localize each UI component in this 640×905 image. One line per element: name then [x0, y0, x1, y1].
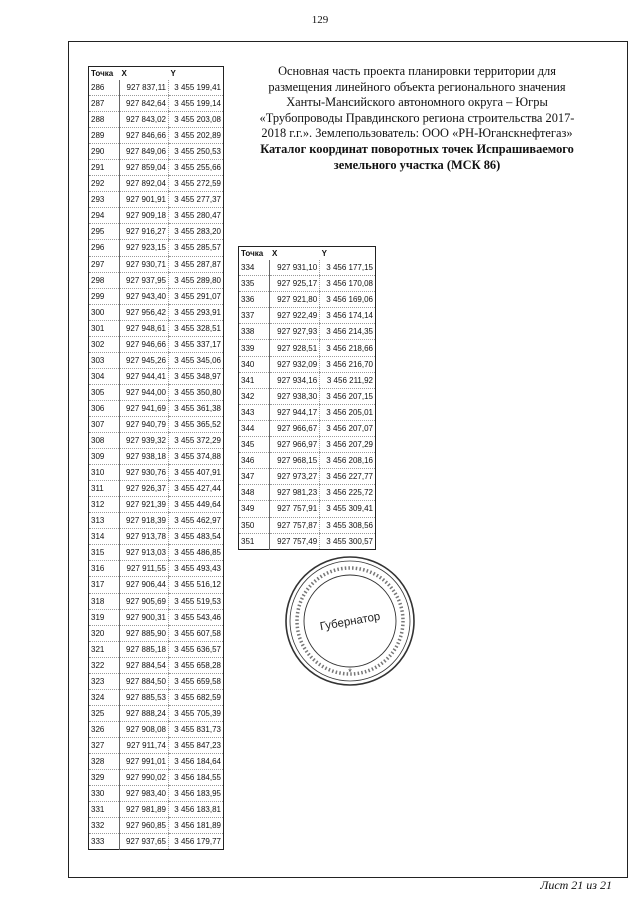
cell-y: 3 455 374,88: [169, 449, 224, 465]
table-row: [89, 449, 224, 465]
cell-y: 3 455 289,80: [169, 272, 224, 288]
table-row: [89, 272, 224, 288]
cell-y: 3 455 291,07: [169, 288, 224, 304]
cell-x: 927 940,79: [120, 416, 169, 432]
cell-point: 341: [239, 372, 270, 388]
cell-y: 3 455 285,57: [169, 240, 224, 256]
cell-y: 3 455 255,66: [169, 160, 224, 176]
table-row: [89, 128, 224, 144]
cell-point: 297: [89, 256, 120, 272]
cell-x: 927 966,67: [270, 420, 320, 436]
table-row: [89, 112, 224, 128]
cell-x: 927 943,40: [120, 288, 169, 304]
cell-x: 927 925,17: [270, 276, 320, 292]
cell-point: 317: [89, 577, 120, 593]
cell-y: 3 455 365,52: [169, 416, 224, 432]
table-row: [89, 368, 224, 384]
table-header-row: [239, 247, 376, 261]
cell-point: 310: [89, 465, 120, 481]
description-text: Основная часть проекта планировки территории для размещения линейного объекта регионального значения Ханты-Мансийского автономного округа – Югры «Трубопроводы Правдинского региона строительства 2017-2018 г.г.». Землепользователь: ООО «РН-Юганскнефтегаз»: [259, 64, 575, 141]
table-row: [239, 404, 376, 420]
cell-x: 927 983,40: [120, 786, 169, 802]
header-x: X: [271, 249, 278, 258]
cell-point: 287: [89, 96, 120, 112]
cell-point: 340: [239, 356, 270, 372]
cell-y: 3 455 250,53: [169, 144, 224, 160]
cell-point: 296: [89, 240, 120, 256]
cell-x: 927 757,91: [270, 501, 320, 517]
cell-x: 927 918,39: [120, 513, 169, 529]
cell-x: 927 990,02: [120, 770, 169, 786]
table-row: [89, 256, 224, 272]
cell-y: 3 455 372,29: [169, 433, 224, 449]
cell-point: 351: [239, 533, 270, 549]
cell-y: 3 455 607,58: [169, 625, 224, 641]
cell-y: 3 456 211,92: [320, 372, 376, 388]
table-row: [89, 834, 224, 850]
cell-point: 286: [89, 80, 120, 96]
cell-x: 927 956,42: [120, 304, 169, 320]
table-row: [239, 308, 376, 324]
cell-y: 3 455 831,73: [169, 721, 224, 737]
cell-point: 333: [89, 834, 120, 850]
cell-y: 3 456 184,55: [169, 770, 224, 786]
table-row: [89, 786, 224, 802]
table-row: [239, 469, 376, 485]
cell-x: 927 944,41: [120, 368, 169, 384]
table-row: [89, 208, 224, 224]
cell-x: 927 927,93: [270, 324, 320, 340]
cell-point: 321: [89, 641, 120, 657]
cell-y: 3 455 361,38: [169, 400, 224, 416]
table-row: [89, 304, 224, 320]
header-point: Точка: [241, 249, 264, 258]
table-row: [89, 481, 224, 497]
cell-y: 3 455 407,91: [169, 465, 224, 481]
cell-x: 927 930,76: [120, 465, 169, 481]
table-row: [89, 770, 224, 786]
table-row: [89, 465, 224, 481]
table-row: [239, 485, 376, 501]
table-row: [239, 453, 376, 469]
cell-y: 3 455 199,14: [169, 96, 224, 112]
table-row: [239, 292, 376, 308]
table-row: [89, 224, 224, 240]
cell-point: 301: [89, 320, 120, 336]
cell-x: 927 849,06: [120, 144, 169, 160]
cell-x: 927 757,49: [270, 533, 320, 549]
table-row: [89, 160, 224, 176]
table-row: [239, 260, 376, 276]
table-row: [89, 753, 224, 769]
cell-x: 927 966,97: [270, 437, 320, 453]
table-row: [239, 340, 376, 356]
page-number: 129: [311, 14, 329, 26]
table-row: [89, 673, 224, 689]
cell-y: 3 455 328,51: [169, 320, 224, 336]
cell-x: 927 888,24: [120, 705, 169, 721]
cell-point: 349: [239, 501, 270, 517]
cell-point: 303: [89, 352, 120, 368]
cell-point: 323: [89, 673, 120, 689]
cell-y: 3 455 659,58: [169, 673, 224, 689]
cell-x: 927 757,87: [270, 517, 320, 533]
table-row: [89, 336, 224, 352]
cell-x: 927 923,15: [120, 240, 169, 256]
cell-point: 291: [89, 160, 120, 176]
header-y: Y: [321, 249, 328, 258]
cell-x: 927 944,00: [120, 384, 169, 400]
table-row: [89, 529, 224, 545]
cell-point: 337: [239, 308, 270, 324]
cell-point: 320: [89, 625, 120, 641]
table-header-row: [89, 67, 224, 81]
cell-point: 309: [89, 449, 120, 465]
cell-point: 288: [89, 112, 120, 128]
cell-x: 927 931,10: [270, 260, 320, 276]
cell-x: 927 938,30: [270, 388, 320, 404]
cell-x: 927 837,11: [120, 80, 169, 96]
cell-x: 927 921,39: [120, 497, 169, 513]
cell-point: 298: [89, 272, 120, 288]
cell-y: 3 455 847,23: [169, 737, 224, 753]
cell-point: 338: [239, 324, 270, 340]
cell-point: 305: [89, 384, 120, 400]
cell-x: 927 960,85: [120, 818, 169, 834]
cell-point: 290: [89, 144, 120, 160]
cell-y: 3 456 205,01: [320, 404, 376, 420]
cell-point: 313: [89, 513, 120, 529]
cell-y: 3 456 207,15: [320, 388, 376, 404]
cell-point: 293: [89, 192, 120, 208]
table-row: [89, 689, 224, 705]
cell-y: 3 455 293,91: [169, 304, 224, 320]
table-row: [89, 705, 224, 721]
cell-point: 302: [89, 336, 120, 352]
cell-y: 3 456 225,72: [320, 485, 376, 501]
table-row: [239, 517, 376, 533]
cell-y: 3 456 184,64: [169, 753, 224, 769]
sheet-number: Лист 21 из 21: [540, 878, 612, 892]
cell-x: 927 909,18: [120, 208, 169, 224]
cell-x: 927 859,04: [120, 160, 169, 176]
cell-point: 344: [239, 420, 270, 436]
cell-x: 927 968,15: [270, 453, 320, 469]
cell-x: 927 913,03: [120, 545, 169, 561]
table-row: [89, 400, 224, 416]
table-row: [89, 593, 224, 609]
cell-x: 927 906,44: [120, 577, 169, 593]
cell-y: 3 456 227,77: [320, 469, 376, 485]
cell-x: 927 932,09: [270, 356, 320, 372]
cell-point: 315: [89, 545, 120, 561]
table-row: [239, 372, 376, 388]
cell-y: 3 455 427,44: [169, 481, 224, 497]
cell-x: 927 900,31: [120, 609, 169, 625]
cell-point: 330: [89, 786, 120, 802]
cell-point: 312: [89, 497, 120, 513]
cell-y: 3 455 483,54: [169, 529, 224, 545]
cell-x: 927 885,53: [120, 689, 169, 705]
cell-y: 3 456 216,70: [320, 356, 376, 372]
table-row: [89, 288, 224, 304]
cell-y: 3 455 486,85: [169, 545, 224, 561]
table-row: [89, 416, 224, 432]
cell-point: 318: [89, 593, 120, 609]
cell-point: 339: [239, 340, 270, 356]
cell-y: 3 456 174,14: [320, 308, 376, 324]
cell-x: 927 926,37: [120, 481, 169, 497]
cell-x: 927 885,90: [120, 625, 169, 641]
cell-x: 927 908,08: [120, 721, 169, 737]
cell-x: 927 905,69: [120, 593, 169, 609]
cell-y: 3 456 208,16: [320, 453, 376, 469]
cell-y: 3 455 203,08: [169, 112, 224, 128]
cell-x: 927 901,91: [120, 192, 169, 208]
cell-x: 927 892,04: [120, 176, 169, 192]
table-row: [239, 388, 376, 404]
cell-x: 927 944,17: [270, 404, 320, 420]
header-point: Точка: [91, 69, 114, 78]
table-row: [89, 352, 224, 368]
cell-y: 3 456 214,35: [320, 324, 376, 340]
cell-x: 927 948,61: [120, 320, 169, 336]
cell-point: 334: [239, 260, 270, 276]
svg-text:*: *: [348, 667, 352, 677]
cell-y: 3 455 543,46: [169, 609, 224, 625]
cell-x: 927 913,78: [120, 529, 169, 545]
table-row: [89, 545, 224, 561]
cell-x: 927 916,27: [120, 224, 169, 240]
cell-x: 927 911,55: [120, 561, 169, 577]
seal-label: Губернатор: [319, 610, 382, 634]
table-row: [89, 176, 224, 192]
cell-y: 3 455 493,43: [169, 561, 224, 577]
cell-point: 335: [239, 276, 270, 292]
table-row: [89, 657, 224, 673]
table-row: [239, 420, 376, 436]
cell-y: 3 456 207,07: [320, 420, 376, 436]
header-x: X: [121, 69, 127, 78]
cell-y: 3 455 309,41: [320, 501, 376, 517]
cell-x: 927 843,02: [120, 112, 169, 128]
cell-y: 3 456 218,66: [320, 340, 376, 356]
cell-point: 319: [89, 609, 120, 625]
cell-point: 326: [89, 721, 120, 737]
cell-point: 332: [89, 818, 120, 834]
cell-y: 3 455 345,06: [169, 352, 224, 368]
cell-x: 927 973,27: [270, 469, 320, 485]
cell-y: 3 455 337,17: [169, 336, 224, 352]
cell-x: 927 930,71: [120, 256, 169, 272]
table-row: [89, 240, 224, 256]
cell-x: 927 991,01: [120, 753, 169, 769]
cell-point: 316: [89, 561, 120, 577]
cell-x: 927 842,64: [120, 96, 169, 112]
cell-y: 3 456 183,95: [169, 786, 224, 802]
cell-x: 927 939,32: [120, 433, 169, 449]
cell-point: 327: [89, 737, 120, 753]
cell-y: 3 455 462,97: [169, 513, 224, 529]
cell-y: 3 455 283,20: [169, 224, 224, 240]
table-row: [89, 818, 224, 834]
cell-y: 3 455 519,53: [169, 593, 224, 609]
cell-y: 3 455 705,39: [169, 705, 224, 721]
table-row: [89, 641, 224, 657]
header-y: Y: [170, 69, 176, 78]
cell-point: 324: [89, 689, 120, 705]
cell-point: 322: [89, 657, 120, 673]
cell-y: 3 456 181,89: [169, 818, 224, 834]
cell-point: 345: [239, 437, 270, 453]
cell-point: 328: [89, 753, 120, 769]
cell-y: 3 455 636,57: [169, 641, 224, 657]
cell-point: 331: [89, 802, 120, 818]
cell-y: 3 455 199,41: [169, 80, 224, 96]
cell-x: 927 884,54: [120, 657, 169, 673]
table-row: [89, 577, 224, 593]
cell-point: 292: [89, 176, 120, 192]
catalog-title: Каталог координат поворотных точек Испрашиваемого земельного участка (МСК 86): [260, 141, 574, 172]
cell-point: 311: [89, 481, 120, 497]
cell-y: 3 455 280,47: [169, 208, 224, 224]
cell-x: 927 945,26: [120, 352, 169, 368]
cell-point: 350: [239, 517, 270, 533]
cell-y: 3 455 277,37: [169, 192, 224, 208]
cell-y: 3 455 658,28: [169, 657, 224, 673]
cell-point: 342: [239, 388, 270, 404]
cell-x: 927 981,89: [120, 802, 169, 818]
table-row: [239, 501, 376, 517]
cell-point: 343: [239, 404, 270, 420]
table-row: [89, 192, 224, 208]
cell-y: 3 456 169,06: [320, 292, 376, 308]
table-row: [89, 737, 224, 753]
table-row: [89, 721, 224, 737]
cell-x: 927 946,66: [120, 336, 169, 352]
cell-point: 295: [89, 224, 120, 240]
cell-y: 3 455 287,87: [169, 256, 224, 272]
cell-point: 336: [239, 292, 270, 308]
cell-x: 927 981,23: [270, 485, 320, 501]
official-seal: [283, 554, 417, 688]
cell-x: 927 922,49: [270, 308, 320, 324]
table-row: [239, 356, 376, 372]
cell-point: 347: [239, 469, 270, 485]
cell-point: 308: [89, 433, 120, 449]
cell-x: 927 941,69: [120, 400, 169, 416]
table-row: [89, 144, 224, 160]
cell-x: 927 937,95: [120, 272, 169, 288]
cell-point: 306: [89, 400, 120, 416]
document-description: [256, 64, 578, 173]
table-row: [89, 497, 224, 513]
cell-point: 299: [89, 288, 120, 304]
cell-point: 329: [89, 770, 120, 786]
table-row: [89, 561, 224, 577]
table-row: [89, 384, 224, 400]
table-row: [89, 80, 224, 96]
cell-y: 3 455 516,12: [169, 577, 224, 593]
cell-point: 304: [89, 368, 120, 384]
cell-point: 294: [89, 208, 120, 224]
table-row: [89, 625, 224, 641]
table-row: [239, 324, 376, 340]
cell-y: 3 456 177,15: [320, 260, 376, 276]
cell-x: 927 921,80: [270, 292, 320, 308]
cell-y: 3 455 308,56: [320, 517, 376, 533]
cell-x: 927 934,16: [270, 372, 320, 388]
coordinate-table-right: [238, 246, 376, 550]
cell-y: 3 455 348,97: [169, 368, 224, 384]
cell-x: 927 938,18: [120, 449, 169, 465]
cell-x: 927 885,18: [120, 641, 169, 657]
cell-point: 289: [89, 128, 120, 144]
cell-x: 927 937,65: [120, 834, 169, 850]
cell-y: 3 456 179,77: [169, 834, 224, 850]
cell-y: 3 456 170,08: [320, 276, 376, 292]
cell-y: 3 455 272,59: [169, 176, 224, 192]
seal-icon: [283, 554, 417, 688]
cell-y: 3 455 202,89: [169, 128, 224, 144]
table-row: [239, 276, 376, 292]
cell-x: 927 928,51: [270, 340, 320, 356]
table-row: [239, 533, 376, 549]
cell-y: 3 456 183,81: [169, 802, 224, 818]
cell-y: 3 455 682,59: [169, 689, 224, 705]
cell-y: 3 455 300,57: [320, 533, 376, 549]
cell-point: 300: [89, 304, 120, 320]
cell-point: 325: [89, 705, 120, 721]
cell-x: 927 846,66: [120, 128, 169, 144]
table-row: [89, 320, 224, 336]
table-row: [89, 802, 224, 818]
cell-point: 348: [239, 485, 270, 501]
cell-x: 927 884,50: [120, 673, 169, 689]
table-row: [89, 609, 224, 625]
cell-y: 3 456 207,29: [320, 437, 376, 453]
coordinate-table-left: [88, 66, 224, 850]
table-row: [239, 437, 376, 453]
table-row: [89, 513, 224, 529]
cell-point: 314: [89, 529, 120, 545]
cell-x: 927 911,74: [120, 737, 169, 753]
cell-y: 3 455 350,80: [169, 384, 224, 400]
cell-y: 3 455 449,64: [169, 497, 224, 513]
table-row: [89, 433, 224, 449]
cell-point: 307: [89, 416, 120, 432]
cell-point: 346: [239, 453, 270, 469]
table-row: [89, 96, 224, 112]
